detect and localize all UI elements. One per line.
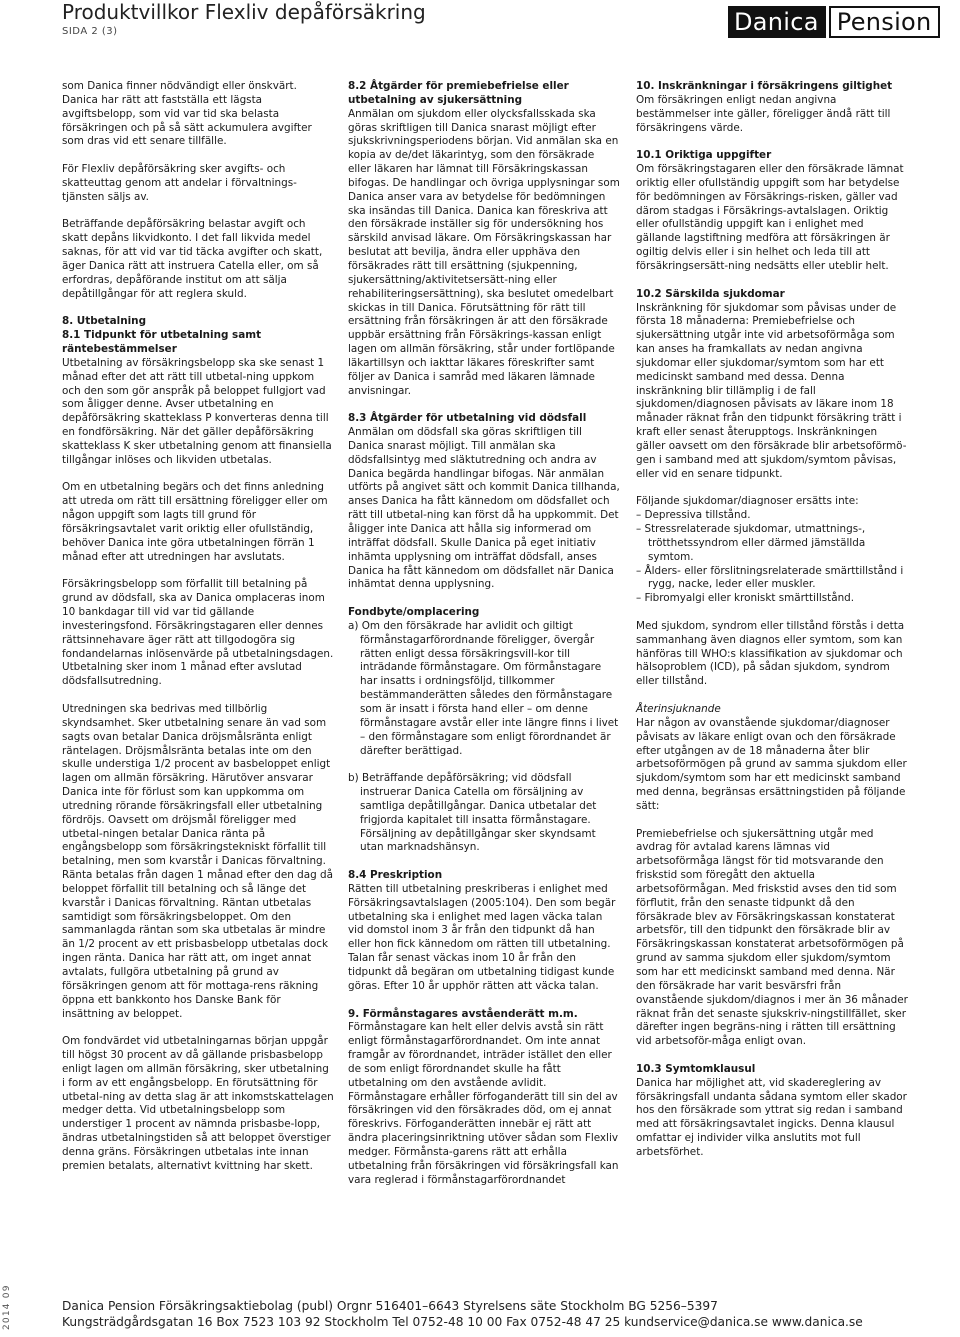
footer-contact-line: Kungsträdgårdsgatan 16 Box 7523 103 92 Stockholm Tel 0752-48 10 00 Fax 0752-48 47 25 kundservice@danica.se www.danica.se <box>62 1315 863 1329</box>
section-heading-8: 8. Utbetalning <box>62 315 147 328</box>
paragraph: Förmånstagare kan helt eller delvis avstå sin rätt enligt förmånstagarförordnandet. Om inte annat framgår av förordnandet, inträder istället den eller de som enligt förordnandet skulle ha fått utbetalning om den avstående avlidit. Förmånstagare erhåller förfoganderätt till sin del av försäkringen vid den försäkrades död, om ej annat föreskrivs. Förfoganderätten innebär ej rätt att ändra placeringsinriktning utöver sådan som Flexliv medger. Förmånsta-garens rätt att erhålla utbetalning från försäkringen vid försäkringsfall kan vara reglerad i förmånstagarförordnandet <box>348 1021 619 1186</box>
paragraph: Anmälan om sjukdom eller olycksfallsskada ska göras skriftligen till Danica snarast möjligt efter sjukskrivningsperiodens början. Vid anmälan ska en kopia av de/det läkarintyg, som den försäkrade eller läkaren har lämnat till Försäkringskassan bifogas. De handlingar och övriga upplysningar som Danica anser vara av betydelse för bedömningen ska insändas till Danica. Danica kan föreskriva att den försäkrade inställer sig för undersökning hos särskild anvisad läkare. Om Försäkringskassan har beslutat att bevilja, ändra eller upphäva den försäkrades rätt till ersättning (sjukpenning, sjukersättning/aktivitetsersätt-ning eller rehabiliteringsersättning), ska beslutet omedelbart skickas in till Danica. Förutsättning för rätt till ersättning från försäkringen är att den försäkrade uppbär ersättning från Försäkrings-kassan enligt lagen om allmän försäkring, står under fortlöpande läkartillsyn och iakttar läkares föreskrifter samt följer av Danica i samråd med läkaren lämnade anvisningar. <box>348 107 620 397</box>
list-item-a: a) Om den försäkrade har avlidit och giltigt förmånstagarförordnande föreligger, övergår rätten enligt dessa försäkringsvill-kor till inträdande förmånstagare. Om förmånstagare har insatts i ordningsföljd, tillkommer bestämmanderätten således den förmånstagare som är insatt i första hand eller – om denne förmånstagare avstår eller inte längre finns i livet – den förmånstagare som enligt förordnandet är därefter berättigad. <box>348 619 619 757</box>
page-number: SIDA 2 (3) <box>62 26 118 37</box>
paragraph: Försäkringsbelopp som förfallit till betalning på grund av dödsfall, ska av Danica omplaceras inom 10 bankdagar till vid var tid gällande investeringsfond. Försäkringstagaren eller dennes rättsinnehavare äger rätt att tillgodogöra sig fondandelarnas inlösenvärde på utbetalningsdagen. Utbetalning sker inom 1 månad efter avslutad dödsfallsutredning. <box>62 578 334 688</box>
subheading-fondbyte: Fondbyte/omplacering <box>348 606 480 619</box>
paragraph: Beträffande depåförsäkring belastar avgift och skatt depåns likvidkonto. I det fall likvida medel saknas, för att vid var tid täcka avgifter och skatt, äger Danica rätt att instruera Catella eller, om så erfordras, depåförande institut om att sälja depåtillgångar för att reglera skuld. <box>62 218 323 300</box>
section-heading-8-1: 8.1 Tidpunkt för utbetalning samt räntebestämmelser <box>62 329 262 356</box>
section-heading-10-2: 10.2 Särskilda sjukdomar <box>636 287 785 300</box>
paragraph: Följande sjukdomar/diagnoser ersätts inte: <box>636 495 859 508</box>
version-date: 2014 09 <box>2 1284 12 1330</box>
logo-danica: Danica <box>728 6 826 38</box>
column-middle <box>348 80 620 1201</box>
section-heading-8-4: 8.4 Preskription <box>348 869 443 882</box>
paragraph: Om försäkringstagaren eller den försäkrade lämnat oriktig eller ofullständig uppgift som har betydelse för bedömningen av Försäkrings-risken, gäller vad därom stadgas i Försäkrings-avtalslagen. Oriktig eller ofullständig uppgift kan i enlighet med gällande lagstiftning medföra att försäkringen är ogiltig delvis eller i sin helhet och leda till att försäkringsersätt-ning nedsätts eller uteblir helt. <box>636 163 904 272</box>
column-left <box>62 80 334 1188</box>
list-item: – Stressrelaterade sjukdomar, utmattnings-, trötthetssyndrom eller därmed jämställda symtom. <box>636 523 866 563</box>
paragraph: Om fondvärdet vid utbetalningarnas början uppgår till högst 30 procent av då gällande prisbasbelopp enligt lagen om allmän försäkring, sker utbetalning i form av ett engångsbelopp. En förutsättning för utbetal-ning av detta slag är att inkomstskattelagen medger detta. Vid utbetalningsbelopp som understiger 1 procent av nämnda prisbasbe-lopp, ändras utbetalningstiden så att beloppet överstiger denna gräns. Försäkringen utbetalas inte innan premien betalats, alternativt kvittning har skett. <box>62 1035 334 1172</box>
page-header <box>0 0 960 60</box>
subheading-aterinsjuknande: Återinsjuknande <box>636 702 721 715</box>
logo-pension: Pension <box>829 6 940 38</box>
list-item: – Fibromyalgi eller kroniskt smärttillstånd. <box>636 592 855 605</box>
section-heading-8-2: 8.2 Åtgärder för premiebefrielse eller utbetalning av sjukersättning <box>348 80 569 106</box>
paragraph: som Danica finner nödvändigt eller önskvärt. Danica har rätt att fastställa ett lägsta avgiftsbelopp, som vid var tid ska belasta försäkringen och på så sätt ackumulera avgifter som dras vid ett senare tillfälle. <box>62 80 312 148</box>
paragraph: Utbetalning av försäkringsbelopp ska ske senast 1 månad efter det att rätt till utbetal-ning uppkom och den som gör anspråk på beloppet fullgjort vad som åligger denne. Avser utbetalning en depåförsäkring skatteklass P konverteras denna till en fondförsäkring. När det gäller depåförsäkring skatteklass K sker utbetalning genom att finansiella tillgångar inlöses och likviden utbetalas. <box>62 356 332 466</box>
paragraph: Om försäkringen enligt nedan angivna bestämmelser inte gäller, föreligger ändå rätt till försäkringens värde. <box>636 93 891 134</box>
paragraph: Utredningen ska bedrivas med tillbörlig skyndsamhet. Sker utbetalning senare än vad som sagts ovan betalar Danica dröjsmålsränta enligt räntelagen. Dröjsmålsränta betalas inte om den skulle understiga 1/2 procent av basbeloppet enligt lagen om allmän försäkring. Härutöver ansvarar Danica inte för förlust som kan uppkomma om utredning rörande försäkringsfall eller utbetalning fördröjs. Oavsett om dröjsmål föreligger med utbetal-ningen betalar Danica ränta på engångsbelopp som försäkringstekniskt förfallit till betalning, men som kvarstår i Danicas förvaltning. Ränta betalas från dagen 1 månad efter den dag då beloppet förfallit till betalning och så länge det kvarstår i Danicas förvaltning. Räntan utbetalas samtidigt som försäkringsbeloppet. Om den sammanlagda räntan som ska utbetalas är mindre än 1/2 procent av ett prisbasbelopp utbetalas dock ingen ränta. Danica har rätt att, om inget annat avtalats, fullgöra utbetalning på grund av försäkringen genom att för mottaga-rens räkning öppna ett bankkonto hos Danske Bank för insättning av beloppet. <box>62 702 333 1020</box>
excluded-diagnoses-list <box>636 509 908 606</box>
section-heading-10: 10. Inskränkningar i försäkringens giltighet <box>636 80 893 92</box>
paragraph: Med sjukdom, syndrom eller tillstånd förstås i detta sammanhang även diagnos eller symtom, som kan hänföras till WHO:s klassifikation av sjukdomar och hälsoproblem (ICD), på sådan sjukdom, syndrom eller tillstånd. <box>636 619 905 688</box>
list-item-b: b) Beträffande depåförsäkring; vid dödsfall instruerar Danica Catella om försäljning av samtliga depåtillgångar. Danica utbetalar det frigjorda kapitalet till insatta förmånstagare. Försäljning av depåtillgångar sker skyndsamt utan marknadshänsyn. <box>348 772 597 854</box>
footer-company-line: Danica Pension Försäkringsaktiebolag (publ) Orgnr 516401–6643 Styrelsens säte Stockholm BG 5256–5397 <box>62 1299 718 1313</box>
paragraph: För Flexliv depåförsäkring sker avgifts- och skatteuttag genom att andelar i förvaltnings-tjänsten säljs av. <box>62 163 297 203</box>
paragraph: Har någon av ovanstående sjukdomar/diagnoser påvisats av läkare enligt ovan och den försäkrade efter utgången av de 18 månaderna åter blir arbetsoförmögen på grund av samma sjukdom eller sjukdom/symtom som har ett medicinskt samband med denna, begränsas ersättningstiden på följande sätt: <box>636 716 907 812</box>
paragraph: Danica har möjlighet att, vid skadereglering av försäkringsfall undanta sådana symtom eller skador hos den försäkrade som yttrat sig redan i samband med att försäkringsavtalet ingicks. Denna klausul omfattar ej individer vilka anslutits mot full arbetsförhet. <box>636 1076 907 1158</box>
paragraph: Inskränkning för sjukdomar som påvisas under de första 18 månaderna: Premiebefrielse och sjukersättning utgår inte vid arbetsoförmåga som kan anses ha framkallats av nedan angivna sjukdomar eller sjukdomar/symtom som har ett medicinskt samband med dessa. Denna inskränkning blir tillämplig i de fall sjukdomen/diagnosen påvisats av läkare inom 18 månader räknat från den tidpunkt försäkring trätt i kraft eller senast återupptogs. Inskränkningen gäller oavsett om den försäkrade blir arbetsoförmö-gen i samband med att sjukdom/symtom påvisas, eller vid en senare tidpunkt. <box>636 301 907 480</box>
paragraph: Premiebefrielse och sjukersättning utgår med avdrag för avtalad karens lämnas vid arbetsoförmåga längst för tid motsvarande den friskstid som föregått den aktuella arbetsoförmågan. Med friskstid avses den tid som förflutit, från den senaste tidpunkt då den försäkrade blev av Försäkringskassan konstaterat arbetsför, till den tidpunkt den försäkrade blir av Försäkringskassan konstaterat arbetsoförmögen på grund av samma sjukdom eller sjukdom/symtom som har ett medicinskt samband med denna. När den försäkrade har varit besvärsfri från ovanstående sjukdom/diagnos i mer än 36 månader räknat från det senaste sjukskriv-ningstillfället, sker därefter ingen begräns-ning i rätten till ersättning vid arbetsoför-måga enligt ovan. <box>636 827 908 1048</box>
list-item: – Depressiva tillstånd. <box>636 509 751 522</box>
page-footer <box>62 1298 942 1330</box>
paragraph: Om en utbetalning begärs och det finns anledning att utreda om rätt till ersättning föreligger eller om någon uppgift som lagts till grund för försäkringsavtalet varit oriktig eller ofullständig, behöver Danica inte göra utbetalningen förrän 1 månad efter att utredningen har avslutats. <box>62 481 328 563</box>
paragraph: Rätten till utbetalning preskriberas i enlighet med Försäkringsavtalslagen (2005:104). Den som begär utbetalning ska i enlighet med lagen väcka talan vid domstol inom 3 år från den tidpunkt då han eller hon fick kännedom om rätten till utbetalning. Talan får senast väckas inom 10 år från den tidpunkt då begäran om utbetalning tidigast kunde göras. Efter 10 år upphör rätten att väcka talan. <box>348 882 616 992</box>
document-title: Produktvillkor Flexliv depåförsäkring <box>62 0 426 24</box>
section-heading-10-3: 10.3 Symtomklausul <box>636 1062 756 1075</box>
section-heading-9: 9. Förmånstagares avståenderätt m.m. <box>348 1007 578 1020</box>
list-item: – Ålders- eller förslitningsrelaterade smärttillstånd i rygg, nacke, leder eller muskler. <box>636 564 904 591</box>
section-heading-8-3: 8.3 Åtgärder för utbetalning vid dödsfall <box>348 412 587 425</box>
danica-pension-logo <box>728 6 940 38</box>
paragraph: Anmälan om dödsfall ska göras skriftligen till Danica snarast möjligt. Till anmälan ska dödsfallsintyg med släktutredning och andra av Danica begärda handlingar bifogas. När anmälan utförts på angivet sätt och kommit Danica tillhanda, anses Danica ha fått kännedom om dödsfallet och rätt till utbetal-ning kan först då ha uppkommit. Det åligger inte Danica att hålla sig informerad om inträffat dödsfall. Skulle Danica på eget initiativ inhämta upplysning om inträffat dödsfall, anses Danica ha fått kännedom om dödsfallet när Danica inhämtat denna upplysning. <box>348 426 620 591</box>
column-right <box>636 80 908 1174</box>
section-heading-10-1: 10.1 Oriktiga uppgifter <box>636 149 772 162</box>
